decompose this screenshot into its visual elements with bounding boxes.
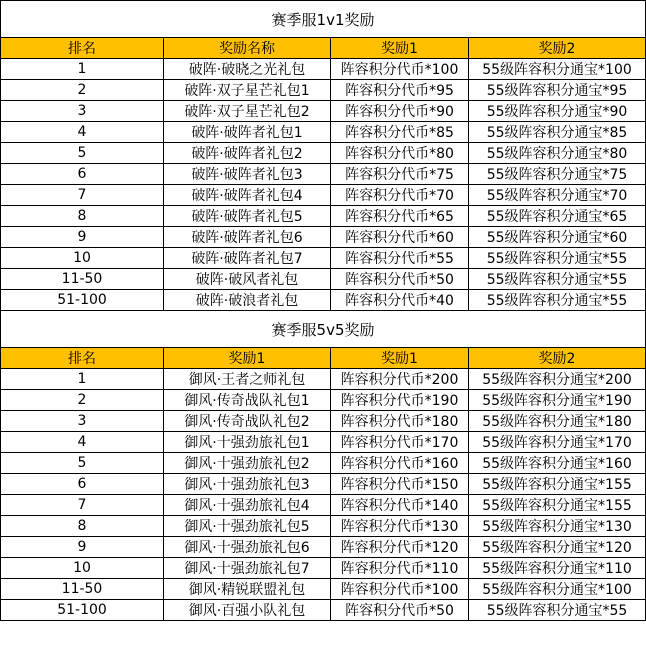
reward1-cell: 阵容积分代币*95 [331,80,469,101]
rank-cell: 9 [1,227,164,248]
reward1-cell: 阵容积分代币*100 [331,579,469,600]
section2-table-row [1,600,646,621]
reward2-cell: 55级阵容积分通宝*170 [469,432,646,453]
reward-name-cell: 破阵·破阵者礼包1 [164,122,331,143]
reward-name-cell: 御风·传奇战队礼包1 [164,390,331,411]
reward2-cell: 55级阵容积分通宝*160 [469,453,646,474]
reward-name-cell: 破阵·破阵者礼包6 [164,227,331,248]
reward2-cell: 55级阵容积分通宝*55 [469,600,646,621]
section2-table-row [1,369,646,390]
section2-title: 赛季服5v5奖励 [1,311,646,348]
rank-cell: 1 [1,369,164,390]
section1-table-row [1,248,646,269]
reward1-cell: 阵容积分代币*80 [331,143,469,164]
reward1-cell: 阵容积分代币*190 [331,390,469,411]
rank-cell: 7 [1,185,164,206]
reward1-cell: 阵容积分代币*60 [331,227,469,248]
reward2-cell: 55级阵容积分通宝*55 [469,248,646,269]
reward1-cell: 阵容积分代币*40 [331,290,469,311]
reward-name-cell: 破阵·破晓之光礼包 [164,59,331,80]
section1-table-row [1,143,646,164]
reward-name-cell: 御风·十强劲旅礼包5 [164,516,331,537]
reward2-cell: 55级阵容积分通宝*120 [469,537,646,558]
rank-cell: 3 [1,101,164,122]
section1-header-name: 奖励名称 [164,38,331,59]
section2-table-row [1,579,646,600]
section2-table-row [1,390,646,411]
reward-name-cell: 御风·十强劲旅礼包2 [164,453,331,474]
reward1-cell: 阵容积分代币*200 [331,369,469,390]
rank-cell: 1 [1,59,164,80]
section1-header-reward2: 奖励2 [469,38,646,59]
rank-cell: 8 [1,516,164,537]
section2-table-row [1,411,646,432]
rank-cell: 2 [1,80,164,101]
reward2-cell: 55级阵容积分通宝*100 [469,579,646,600]
reward2-cell: 55级阵容积分通宝*190 [469,390,646,411]
reward-name-cell: 御风·王者之师礼包 [164,369,331,390]
section1-table-row [1,122,646,143]
section2-header-name: 奖励1 [164,348,331,369]
section1-header-row [1,38,646,59]
reward1-cell: 阵容积分代币*70 [331,185,469,206]
rank-cell: 11-50 [1,269,164,290]
rank-cell: 4 [1,122,164,143]
reward1-cell: 阵容积分代币*120 [331,537,469,558]
reward1-cell: 阵容积分代币*140 [331,495,469,516]
section1-table-row [1,206,646,227]
rank-cell: 8 [1,206,164,227]
reward2-cell: 55级阵容积分通宝*95 [469,80,646,101]
reward1-cell: 阵容积分代币*170 [331,432,469,453]
rank-cell: 3 [1,411,164,432]
reward-name-cell: 破阵·破风者礼包 [164,269,331,290]
reward2-cell: 55级阵容积分通宝*60 [469,227,646,248]
reward1-cell: 阵容积分代币*55 [331,248,469,269]
reward-name-cell: 破阵·破阵者礼包5 [164,206,331,227]
reward1-cell: 阵容积分代币*130 [331,516,469,537]
reward-name-cell: 破阵·破阵者礼包7 [164,248,331,269]
section2-table-row [1,516,646,537]
rank-cell: 2 [1,390,164,411]
section2-header-reward2: 奖励2 [469,348,646,369]
reward1-cell: 阵容积分代币*100 [331,59,469,80]
section2-header-row [1,348,646,369]
reward-name-cell: 御风·十强劲旅礼包7 [164,558,331,579]
rank-cell: 5 [1,143,164,164]
reward-name-cell: 御风·十强劲旅礼包3 [164,474,331,495]
reward1-cell: 阵容积分代币*75 [331,164,469,185]
reward-name-cell: 御风·十强劲旅礼包1 [164,432,331,453]
section2-title-row [1,311,646,348]
reward-name-cell: 破阵·破阵者礼包4 [164,185,331,206]
reward1-cell: 阵容积分代币*150 [331,474,469,495]
reward1-cell: 阵容积分代币*110 [331,558,469,579]
rank-cell: 6 [1,164,164,185]
reward2-cell: 55级阵容积分通宝*75 [469,164,646,185]
reward1-cell: 阵容积分代币*50 [331,269,469,290]
reward1-cell: 阵容积分代币*65 [331,206,469,227]
section2-table-row [1,453,646,474]
reward2-cell: 55级阵容积分通宝*110 [469,558,646,579]
section1-table-row [1,80,646,101]
reward-name-cell: 御风·精锐联盟礼包 [164,579,331,600]
reward2-cell: 55级阵容积分通宝*55 [469,290,646,311]
section1-table-row [1,164,646,185]
rewards-table-body [1,1,646,621]
section2-table-row [1,495,646,516]
rank-cell: 6 [1,474,164,495]
reward-name-cell: 破阵·双子星芒礼包1 [164,80,331,101]
section2-table-row [1,474,646,495]
reward2-cell: 55级阵容积分通宝*100 [469,59,646,80]
rank-cell: 51-100 [1,600,164,621]
reward2-cell: 55级阵容积分通宝*180 [469,411,646,432]
section1-title: 赛季服1v1奖励 [1,1,646,38]
reward-name-cell: 破阵·双子星芒礼包2 [164,101,331,122]
reward2-cell: 55级阵容积分通宝*85 [469,122,646,143]
reward2-cell: 55级阵容积分通宝*90 [469,101,646,122]
rank-cell: 4 [1,432,164,453]
rank-cell: 5 [1,453,164,474]
rank-cell: 10 [1,248,164,269]
section2-table-row [1,432,646,453]
section1-table-row [1,269,646,290]
reward2-cell: 55级阵容积分通宝*130 [469,516,646,537]
section2-table-row [1,537,646,558]
reward2-cell: 55级阵容积分通宝*65 [469,206,646,227]
reward2-cell: 55级阵容积分通宝*155 [469,495,646,516]
reward1-cell: 阵容积分代币*180 [331,411,469,432]
reward1-cell: 阵容积分代币*85 [331,122,469,143]
rank-cell: 51-100 [1,290,164,311]
section1-header-rank: 排名 [1,38,164,59]
rank-cell: 9 [1,537,164,558]
reward-name-cell: 御风·十强劲旅礼包6 [164,537,331,558]
section1-table-row [1,227,646,248]
rank-cell: 10 [1,558,164,579]
section1-header-reward1: 奖励1 [331,38,469,59]
section2-header-rank: 排名 [1,348,164,369]
reward-name-cell: 御风·百强小队礼包 [164,600,331,621]
reward2-cell: 55级阵容积分通宝*55 [469,269,646,290]
reward2-cell: 55级阵容积分通宝*80 [469,143,646,164]
section1-table-row [1,59,646,80]
section1-title-row [1,1,646,38]
reward2-cell: 55级阵容积分通宝*200 [469,369,646,390]
reward2-cell: 55级阵容积分通宝*155 [469,474,646,495]
section2-table-row [1,558,646,579]
reward-name-cell: 破阵·破浪者礼包 [164,290,331,311]
reward1-cell: 阵容积分代币*90 [331,101,469,122]
rank-cell: 7 [1,495,164,516]
reward-name-cell: 御风·传奇战队礼包2 [164,411,331,432]
section1-table-row [1,290,646,311]
reward-name-cell: 破阵·破阵者礼包3 [164,164,331,185]
reward2-cell: 55级阵容积分通宝*70 [469,185,646,206]
reward-name-cell: 破阵·破阵者礼包2 [164,143,331,164]
section1-table-row [1,101,646,122]
reward1-cell: 阵容积分代币*50 [331,600,469,621]
reward1-cell: 阵容积分代币*160 [331,453,469,474]
section1-table-row [1,185,646,206]
rank-cell: 11-50 [1,579,164,600]
section2-header-reward1: 奖励1 [331,348,469,369]
reward-name-cell: 御风·十强劲旅礼包4 [164,495,331,516]
